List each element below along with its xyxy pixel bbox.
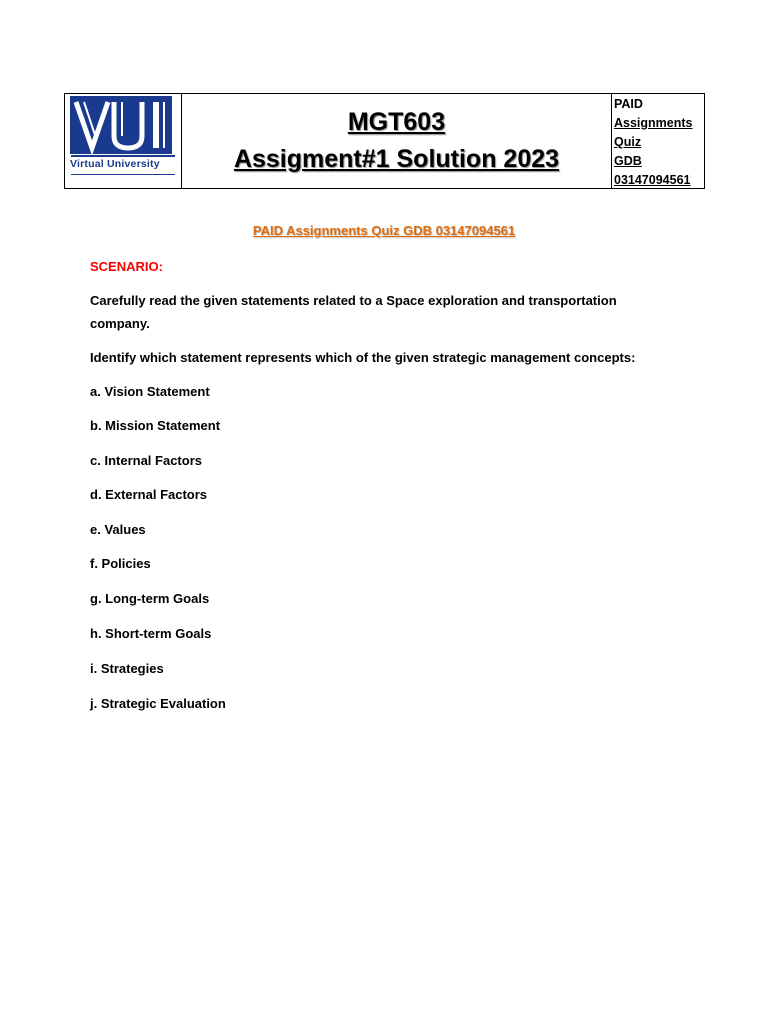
list-item: a. Vision Statement [90, 384, 210, 399]
logo-text: Virtual University [70, 158, 160, 170]
list-item: g. Long-term Goals [90, 591, 210, 606]
list-item: d. External Factors [90, 487, 208, 502]
instruction-paragraph: Identify which statement represents which of the given strategic management concepts: [90, 350, 636, 365]
vu-logo-mark [70, 96, 172, 154]
list-item: j. Strategic Evaluation [90, 696, 226, 711]
header-table [64, 93, 705, 189]
side-line-gdb[interactable]: GDB [614, 154, 642, 168]
side-line-assignments[interactable]: Assignments [614, 116, 693, 130]
vu-letters-icon [70, 96, 172, 154]
scenario-label: SCENARIO: [90, 259, 163, 274]
scenario-paragraph: Carefully read the given statements related to a Space exploration and transportation company. [90, 293, 617, 331]
document-title: Assigment#1 Solution 2023 [233, 145, 560, 173]
list-item: i. Strategies [90, 661, 164, 676]
logo-bottom-line [71, 174, 175, 175]
title-cell [182, 94, 612, 188]
side-line-phone[interactable]: 03147094561 [614, 173, 691, 187]
side-line-paid: PAID [614, 97, 643, 111]
list-item: b. Mission Statement [90, 418, 221, 433]
side-line-quiz[interactable]: Quiz [614, 135, 642, 149]
list-item: f. Policies [90, 556, 151, 571]
paid-assignments-link[interactable]: PAID Assignments Quiz GDB 03147094561 [252, 223, 516, 238]
logo-cell [65, 94, 182, 188]
list-item: h. Short-term Goals [90, 626, 212, 641]
list-item: e. Values [90, 522, 146, 537]
list-item: c. Internal Factors [90, 453, 202, 468]
side-cell [612, 94, 704, 188]
course-code: MGT603 [347, 108, 446, 136]
vu-logo [68, 96, 174, 178]
logo-underline [71, 155, 175, 157]
